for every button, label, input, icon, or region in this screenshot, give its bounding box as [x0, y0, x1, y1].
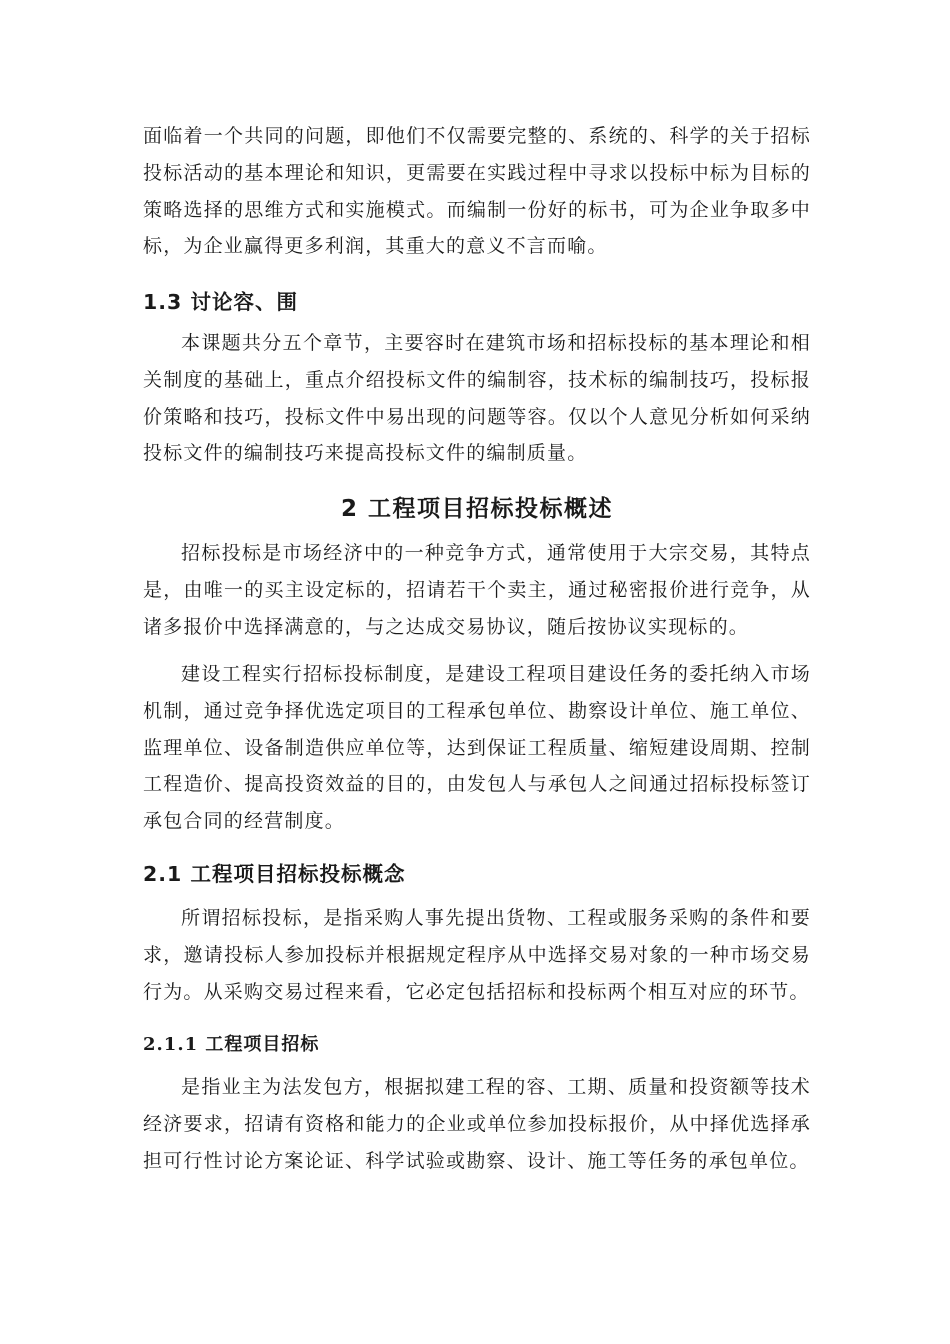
chapter-2-paragraph-1: 招标投标是市场经济中的一种竞争方式，通常使用于大宗交易，其特点是，由唯一的买主设定标的，招请若干个卖主，通过秘密报价进行竞争，从诸多报价中选择满意的，与之达成交易协议，随后按协议实现标的。: [143, 542, 811, 638]
section-2-1-paragraph: 所谓招标投标，是指采购人事先提出货物、工程或服务采购的条件和要求，邀请投标人参加投标并根据规定程序从中选择交易对象的一种市场交易行为。从采购交易过程来看，它必定包括招标和投标两个相互对应的环节。: [143, 907, 811, 1003]
section-1-3-paragraph: 本课题共分五个章节，主要容时在建筑市场和招标投标的基本理论和相关制度的基础上，重点介绍投标文件的编制容，技术标的编制技巧，投标报价策略和技巧，投标文件中易出现的问题等容。仅以个人意见分析如何采纳投标文件的编制技巧来提高投标文件的编制质量。: [143, 332, 811, 465]
chapter-2-paragraph-2: 建设工程实行招标投标制度，是建设工程项目建设任务的委托纳入市场机制，通过竞争择优选定项目的工程承包单位、勘察设计单位、施工单位、监理单位、设备制造供应单位等，达到保证工程质量、缩短建设周期、控制工程造价、提高投资效益的目的，由发包人与承包人之间通过招标投标签订承包合同的经营制度。: [143, 663, 811, 833]
subsection-heading-2-1-1: 2.1.1 工程项目招标: [143, 1034, 320, 1055]
section-heading-1-3: 1.3 讨论容、围: [143, 290, 298, 314]
subsection-2-1-1-paragraph: 是指业主为法发包方，根据拟建工程的容、工期、质量和投资额等技术经济要求，招请有资格和能力的企业或单位参加投标报价，从中择优选择承担可行性讨论方案论证、科学试验或勘察、设计、施工等任务的承包单位。: [143, 1076, 811, 1172]
intro-paragraph: 面临着一个共同的问题，即他们不仅需要完整的、系统的、科学的关于招标投标活动的基本理论和知识，更需要在实践过程中寻求以投标中标为目标的策略选择的思维方式和实施模式。而编制一份好的标书，可为企业争取多中标，为企业赢得更多利润，其重大的意义不言而喻。: [143, 125, 811, 258]
section-heading-2-1: 2.1 工程项目招标投标概念: [143, 862, 406, 886]
chapter-heading-2: 2 工程项目招标投标概述: [340, 496, 613, 522]
